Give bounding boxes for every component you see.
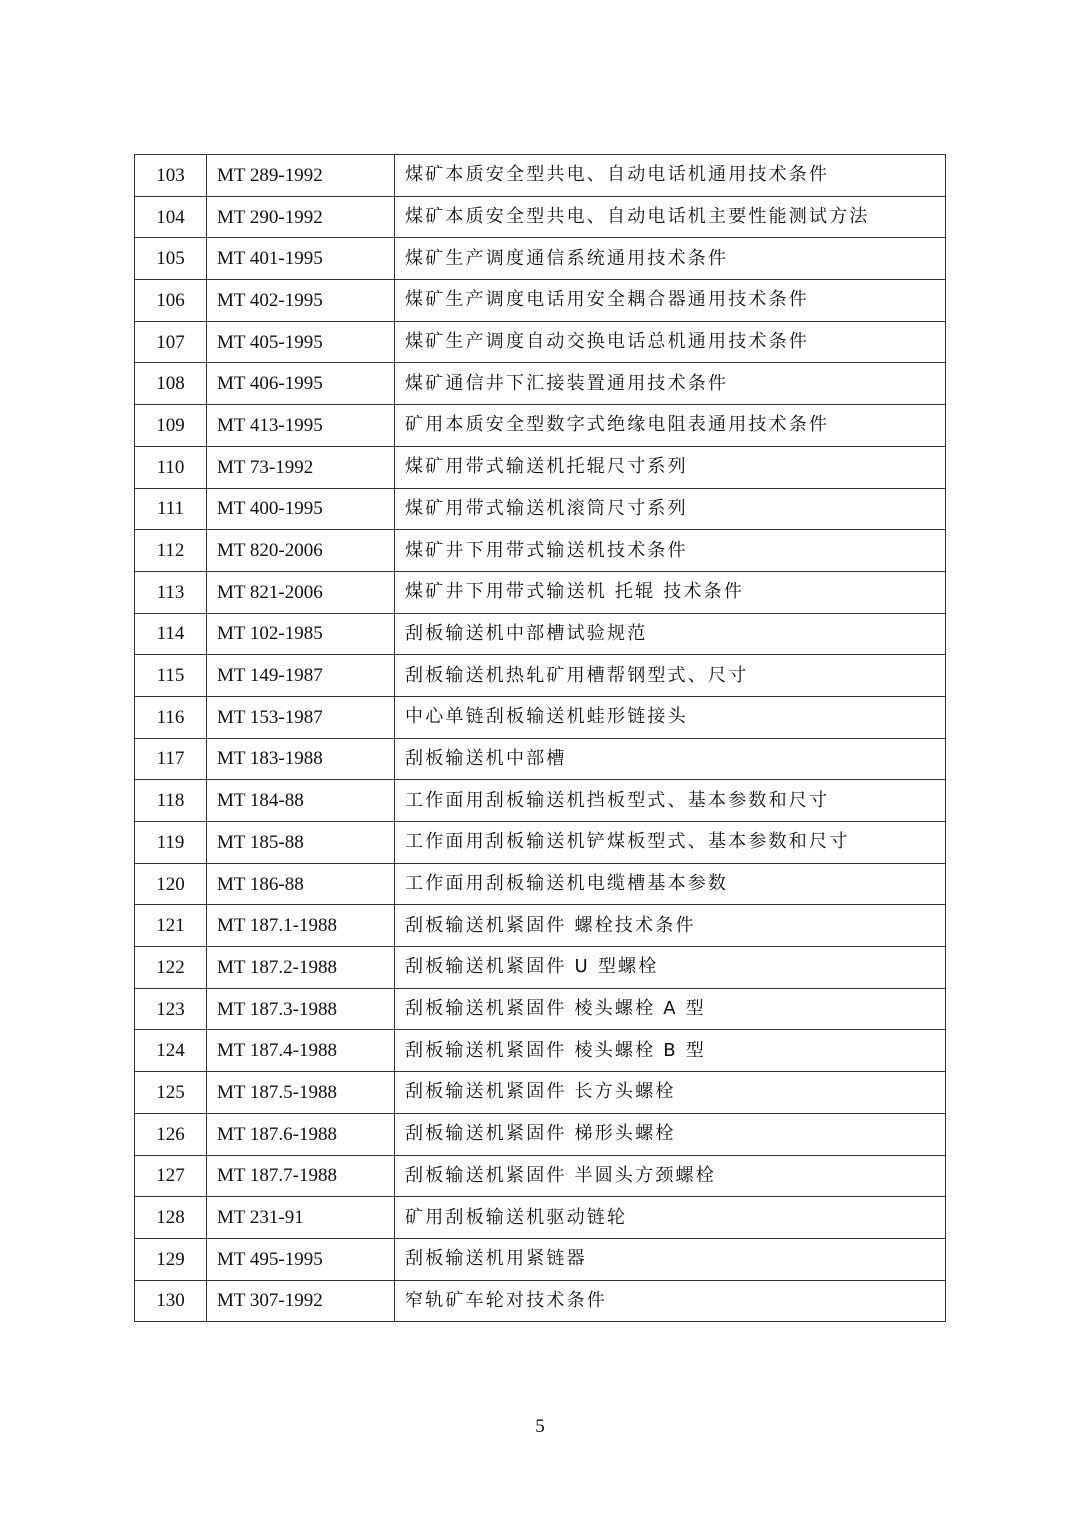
row-number-cell: 107	[135, 321, 207, 363]
standard-name-cell: 矿用刮板输送机驱动链轮	[395, 1197, 946, 1239]
standard-name-cell: 煤矿生产调度自动交换电话总机通用技术条件	[395, 321, 946, 363]
row-number-cell: 119	[135, 822, 207, 864]
row-number-cell: 112	[135, 530, 207, 572]
standard-name-cell: 煤矿井下用带式输送机 托辊 技术条件	[395, 571, 946, 613]
row-number-cell: 128	[135, 1197, 207, 1239]
standard-name-cell: 煤矿用带式输送机托辊尺寸系列	[395, 446, 946, 488]
table-row	[135, 1030, 946, 1072]
standard-code-cell: MT 406-1995	[207, 363, 395, 405]
table-row	[135, 1155, 946, 1197]
table-row	[135, 988, 946, 1030]
table-row	[135, 571, 946, 613]
standard-name-cell: 刮板输送机紧固件 棱头螺栓 B 型	[395, 1030, 946, 1072]
standard-code-cell: MT 186-88	[207, 863, 395, 905]
table-row	[135, 280, 946, 322]
standard-name-cell: 刮板输送机用紧链器	[395, 1238, 946, 1280]
standard-code-cell: MT 187.2-1988	[207, 947, 395, 989]
row-number-cell: 125	[135, 1072, 207, 1114]
table-row	[135, 155, 946, 197]
row-number-cell: 106	[135, 280, 207, 322]
standard-name-cell: 刮板输送机紧固件 长方头螺栓	[395, 1072, 946, 1114]
standard-name-cell: 刮板输送机紧固件 半圆头方颈螺栓	[395, 1155, 946, 1197]
standards-table-body	[135, 155, 946, 1322]
row-number-cell: 114	[135, 613, 207, 655]
table-row	[135, 363, 946, 405]
standard-name-cell: 煤矿井下用带式输送机技术条件	[395, 530, 946, 572]
table-row	[135, 780, 946, 822]
row-number-cell: 111	[135, 488, 207, 530]
row-number-cell: 130	[135, 1280, 207, 1322]
standard-code-cell: MT 402-1995	[207, 280, 395, 322]
standard-name-cell: 刮板输送机紧固件 棱头螺栓 A 型	[395, 988, 946, 1030]
standard-code-cell: MT 187.4-1988	[207, 1030, 395, 1072]
row-number-cell: 118	[135, 780, 207, 822]
standard-code-cell: MT 405-1995	[207, 321, 395, 363]
standard-code-cell: MT 289-1992	[207, 155, 395, 197]
standard-name-cell: 煤矿生产调度电话用安全耦合器通用技术条件	[395, 280, 946, 322]
standard-name-cell: 煤矿用带式输送机滚筒尺寸系列	[395, 488, 946, 530]
row-number-cell: 105	[135, 238, 207, 280]
row-number-cell: 110	[135, 446, 207, 488]
table-row	[135, 696, 946, 738]
standard-code-cell: MT 231-91	[207, 1197, 395, 1239]
row-number-cell: 117	[135, 738, 207, 780]
standard-code-cell: MT 495-1995	[207, 1238, 395, 1280]
row-number-cell: 109	[135, 405, 207, 447]
standard-code-cell: MT 187.1-1988	[207, 905, 395, 947]
standard-code-cell: MT 401-1995	[207, 238, 395, 280]
standard-code-cell: MT 307-1992	[207, 1280, 395, 1322]
row-number-cell: 129	[135, 1238, 207, 1280]
row-number-cell: 113	[135, 571, 207, 613]
standard-name-cell: 刮板输送机紧固件 梯形头螺栓	[395, 1113, 946, 1155]
table-row	[135, 321, 946, 363]
table-row	[135, 196, 946, 238]
table-row	[135, 947, 946, 989]
row-number-cell: 121	[135, 905, 207, 947]
row-number-cell: 124	[135, 1030, 207, 1072]
standard-code-cell: MT 821-2006	[207, 571, 395, 613]
table-row	[135, 1280, 946, 1322]
table-row	[135, 655, 946, 697]
row-number-cell: 127	[135, 1155, 207, 1197]
table-row	[135, 446, 946, 488]
row-number-cell: 120	[135, 863, 207, 905]
row-number-cell: 108	[135, 363, 207, 405]
row-number-cell: 115	[135, 655, 207, 697]
standard-name-cell: 工作面用刮板输送机电缆槽基本参数	[395, 863, 946, 905]
row-number-cell: 122	[135, 947, 207, 989]
standard-name-cell: 煤矿本质安全型共电、自动电话机通用技术条件	[395, 155, 946, 197]
standard-code-cell: MT 102-1985	[207, 613, 395, 655]
table-row	[135, 1113, 946, 1155]
standard-code-cell: MT 73-1992	[207, 446, 395, 488]
row-number-cell: 104	[135, 196, 207, 238]
standard-code-cell: MT 153-1987	[207, 696, 395, 738]
table-row	[135, 1072, 946, 1114]
standard-code-cell: MT 184-88	[207, 780, 395, 822]
standard-code-cell: MT 183-1988	[207, 738, 395, 780]
table-row	[135, 863, 946, 905]
table-row	[135, 405, 946, 447]
row-number-cell: 123	[135, 988, 207, 1030]
standard-name-cell: 刮板输送机中部槽	[395, 738, 946, 780]
table-row	[135, 238, 946, 280]
standard-name-cell: 窄轨矿车轮对技术条件	[395, 1280, 946, 1322]
table-row	[135, 738, 946, 780]
table-row	[135, 613, 946, 655]
standard-code-cell: MT 185-88	[207, 822, 395, 864]
table-row	[135, 1238, 946, 1280]
row-number-cell: 103	[135, 155, 207, 197]
table-row	[135, 822, 946, 864]
standard-name-cell: 刮板输送机紧固件 U 型螺栓	[395, 947, 946, 989]
standard-name-cell: 工作面用刮板输送机铲煤板型式、基本参数和尺寸	[395, 822, 946, 864]
table-row	[135, 1197, 946, 1239]
row-number-cell: 116	[135, 696, 207, 738]
standard-code-cell: MT 187.5-1988	[207, 1072, 395, 1114]
table-row	[135, 488, 946, 530]
standards-table	[134, 154, 946, 1322]
standard-name-cell: 中心单链刮板输送机蛙形链接头	[395, 696, 946, 738]
standard-name-cell: 刮板输送机热轧矿用槽帮钢型式、尺寸	[395, 655, 946, 697]
standard-name-cell: 刮板输送机中部槽试验规范	[395, 613, 946, 655]
standard-code-cell: MT 413-1995	[207, 405, 395, 447]
standard-code-cell: MT 290-1992	[207, 196, 395, 238]
table-row	[135, 905, 946, 947]
page-number: 5	[535, 1416, 545, 1437]
standard-code-cell: MT 820-2006	[207, 530, 395, 572]
standard-name-cell: 矿用本质安全型数字式绝缘电阻表通用技术条件	[395, 405, 946, 447]
standard-name-cell: 煤矿本质安全型共电、自动电话机主要性能测试方法	[395, 196, 946, 238]
table-row	[135, 530, 946, 572]
standard-name-cell: 工作面用刮板输送机挡板型式、基本参数和尺寸	[395, 780, 946, 822]
standard-name-cell: 刮板输送机紧固件 螺栓技术条件	[395, 905, 946, 947]
standard-code-cell: MT 400-1995	[207, 488, 395, 530]
standard-name-cell: 煤矿通信井下汇接装置通用技术条件	[395, 363, 946, 405]
standard-name-cell: 煤矿生产调度通信系统通用技术条件	[395, 238, 946, 280]
standard-code-cell: MT 187.7-1988	[207, 1155, 395, 1197]
standard-code-cell: MT 187.6-1988	[207, 1113, 395, 1155]
standard-code-cell: MT 187.3-1988	[207, 988, 395, 1030]
row-number-cell: 126	[135, 1113, 207, 1155]
standard-code-cell: MT 149-1987	[207, 655, 395, 697]
